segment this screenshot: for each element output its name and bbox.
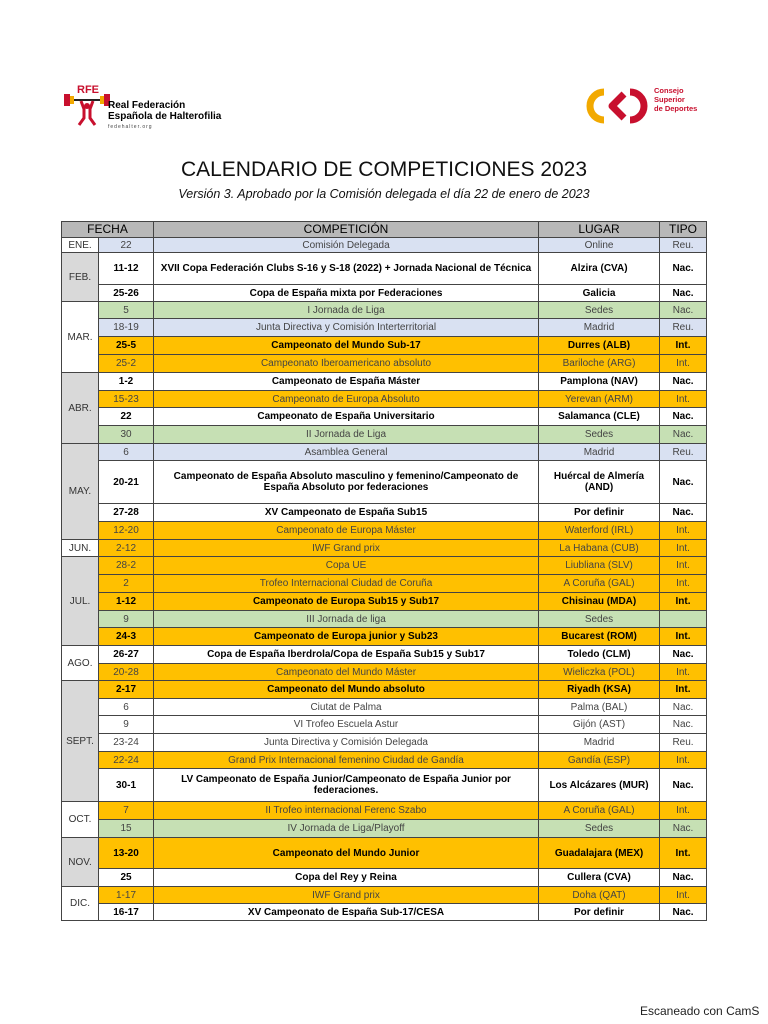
table-header-row: [62, 222, 707, 238]
place-cell: Guadalajara (MEX): [539, 838, 660, 869]
date-cell: 6: [99, 699, 154, 716]
type-cell: Int.: [660, 522, 707, 540]
place-cell: Sedes: [539, 426, 660, 444]
table-row: [62, 820, 707, 838]
competition-cell: Campeonato de España Universitario: [154, 408, 539, 426]
place-cell: A Coruña (GAL): [539, 575, 660, 593]
month-cell: SEPT.: [62, 681, 99, 802]
svg-text:RFE: RFE: [77, 84, 99, 96]
type-cell: Nac.: [660, 285, 707, 302]
type-cell: Int.: [660, 887, 707, 904]
month-cell: JUL.: [62, 557, 99, 646]
date-cell: 1-12: [99, 593, 154, 611]
competition-cell: VI Trofeo Escuela Astur: [154, 716, 539, 734]
competition-cell: Comisión Delegada: [154, 238, 539, 253]
month-cell: OCT.: [62, 802, 99, 838]
table-row: [62, 522, 707, 540]
type-cell: Nac.: [660, 426, 707, 444]
competition-cell: IWF Grand prix: [154, 887, 539, 904]
table-row: [62, 769, 707, 802]
place-cell: Alzira (CVA): [539, 253, 660, 285]
date-cell: 27-28: [99, 504, 154, 522]
place-cell: Huércal de Almería (AND): [539, 461, 660, 504]
type-cell: Int.: [660, 681, 707, 699]
competition-cell: XV Campeonato de España Sub15: [154, 504, 539, 522]
type-cell: Nac.: [660, 716, 707, 734]
type-cell: Nac.: [660, 646, 707, 664]
date-cell: 13-20: [99, 838, 154, 869]
competition-cell: Copa de España Iberdrola/Copa de España Sub15 y Sub17: [154, 646, 539, 664]
table-row: [62, 646, 707, 664]
column-header-tipo: TIPO: [660, 222, 707, 238]
date-cell: 6: [99, 444, 154, 461]
table-row: [62, 593, 707, 611]
competition-cell: LV Campeonato de España Junior/Campeonato de España Junior por federaciones.: [154, 769, 539, 802]
date-cell: 2-12: [99, 540, 154, 557]
month-cell: AGO.: [62, 646, 99, 681]
type-cell: Reu.: [660, 734, 707, 752]
competition-cell: Campeonato Iberoamericano absoluto: [154, 355, 539, 373]
place-cell: Sedes: [539, 611, 660, 628]
table-row: [62, 253, 707, 285]
table-row: [62, 664, 707, 681]
type-cell: Nac.: [660, 699, 707, 716]
rfeh-name-line1: Real Federación: [108, 100, 186, 111]
competition-cell: III Jornada de liga: [154, 611, 539, 628]
place-cell: Bariloche (ARG): [539, 355, 660, 373]
table-row: [62, 557, 707, 575]
place-cell: Madrid: [539, 444, 660, 461]
table-row: [62, 391, 707, 408]
date-cell: 22: [99, 408, 154, 426]
type-cell: Int.: [660, 575, 707, 593]
competition-cell: Ciutat de Palma: [154, 699, 539, 716]
date-cell: 1-17: [99, 887, 154, 904]
table-row: [62, 355, 707, 373]
competition-cell: Campeonato de Europa Absoluto: [154, 391, 539, 408]
place-cell: Sedes: [539, 820, 660, 838]
month-cell: ABR.: [62, 373, 99, 444]
type-cell: Int.: [660, 664, 707, 681]
place-cell: Madrid: [539, 319, 660, 337]
csd-logo: [582, 84, 712, 128]
column-header-competicion: COMPETICIÓN: [154, 222, 539, 238]
csd-name-line2: Superior: [654, 95, 685, 104]
month-cell: DIC.: [62, 887, 99, 921]
table-row: [62, 408, 707, 426]
table-row: [62, 461, 707, 504]
table-row: [62, 904, 707, 921]
place-cell: Online: [539, 238, 660, 253]
type-cell: Int.: [660, 802, 707, 820]
table-row: [62, 426, 707, 444]
place-cell: Chisinau (MDA): [539, 593, 660, 611]
table-row: [62, 611, 707, 628]
date-cell: 5: [99, 302, 154, 319]
place-cell: Durres (ALB): [539, 337, 660, 355]
competition-cell: Campeonato del Mundo Junior: [154, 838, 539, 869]
competition-cell: IV Jornada de Liga/Playoff: [154, 820, 539, 838]
type-cell: Nac.: [660, 373, 707, 391]
place-cell: Waterford (IRL): [539, 522, 660, 540]
place-cell: Riyadh (KSA): [539, 681, 660, 699]
table-row: [62, 681, 707, 699]
date-cell: 11-12: [99, 253, 154, 285]
type-cell: Int.: [660, 355, 707, 373]
date-cell: 15: [99, 820, 154, 838]
competition-cell: Campeonato de Europa junior y Sub23: [154, 628, 539, 646]
competition-cell: Campeonato del Mundo Máster: [154, 664, 539, 681]
place-cell: Salamanca (CLE): [539, 408, 660, 426]
type-cell: Reu.: [660, 238, 707, 253]
table-row: [62, 838, 707, 869]
csd-mark-icon: [582, 84, 652, 128]
type-cell: Reu.: [660, 319, 707, 337]
type-cell: Int.: [660, 557, 707, 575]
csd-name-line1: Consejo: [654, 86, 684, 95]
competition-cell: I Jornada de Liga: [154, 302, 539, 319]
type-cell: [660, 611, 707, 628]
date-cell: 2-17: [99, 681, 154, 699]
competition-cell: II Jornada de Liga: [154, 426, 539, 444]
date-cell: 28-2: [99, 557, 154, 575]
date-cell: 24-3: [99, 628, 154, 646]
competition-cell: XVII Copa Federación Clubs S-16 y S-18 (2022) + Jornada Nacional de Técnica: [154, 253, 539, 285]
date-cell: 9: [99, 716, 154, 734]
type-cell: Nac.: [660, 461, 707, 504]
table-row: [62, 540, 707, 557]
column-header-fecha: FECHA: [62, 222, 154, 238]
month-cell: JUN.: [62, 540, 99, 557]
place-cell: Los Alcázares (MUR): [539, 769, 660, 802]
competition-cell: Campeonato del Mundo absoluto: [154, 681, 539, 699]
date-cell: 30: [99, 426, 154, 444]
place-cell: Gijón (AST): [539, 716, 660, 734]
date-cell: 1-2: [99, 373, 154, 391]
place-cell: Por definir: [539, 504, 660, 522]
type-cell: Nac.: [660, 820, 707, 838]
table-body: [62, 238, 707, 921]
table-row: [62, 699, 707, 716]
date-cell: 12-20: [99, 522, 154, 540]
date-cell: 25: [99, 869, 154, 887]
month-cell: ENE.: [62, 238, 99, 253]
page-subtitle: Versión 3. Aprobado por la Comisión delegada el día 22 de enero de 2023: [178, 187, 590, 201]
competition-cell: Campeonato del Mundo Sub-17: [154, 337, 539, 355]
table-row: [62, 716, 707, 734]
table-row: [62, 302, 707, 319]
table-row: [62, 734, 707, 752]
table-row: [62, 238, 707, 253]
competition-cell: Junta Directiva y Comisión Delegada: [154, 734, 539, 752]
competition-cell: Campeonato de España Máster: [154, 373, 539, 391]
table-row: [62, 444, 707, 461]
rfeh-logo: [62, 78, 232, 128]
competition-cell: Copa de España mixta por Federaciones: [154, 285, 539, 302]
type-cell: Int.: [660, 391, 707, 408]
place-cell: La Habana (CUB): [539, 540, 660, 557]
date-cell: 22: [99, 238, 154, 253]
competition-cell: Asamblea General: [154, 444, 539, 461]
scanner-watermark: Escaneado con CamS: [640, 1004, 760, 1018]
rfeh-name: [108, 100, 221, 133]
month-cell: MAR.: [62, 302, 99, 373]
table-row: [62, 319, 707, 337]
date-cell: 15-23: [99, 391, 154, 408]
type-cell: Nac.: [660, 408, 707, 426]
type-cell: Nac.: [660, 302, 707, 319]
place-cell: Por definir: [539, 904, 660, 921]
table-row: [62, 575, 707, 593]
weightlifter-icon: [62, 82, 110, 126]
place-cell: Liubliana (SLV): [539, 557, 660, 575]
date-cell: 20-28: [99, 664, 154, 681]
place-cell: Doha (QAT): [539, 887, 660, 904]
type-cell: Nac.: [660, 504, 707, 522]
date-cell: 16-17: [99, 904, 154, 921]
competition-cell: Junta Directiva y Comisión Interterritorial: [154, 319, 539, 337]
month-cell: NOV.: [62, 838, 99, 887]
place-cell: Madrid: [539, 734, 660, 752]
competition-cell: IWF Grand prix: [154, 540, 539, 557]
place-cell: Pamplona (NAV): [539, 373, 660, 391]
place-cell: Yerevan (ARM): [539, 391, 660, 408]
date-cell: 7: [99, 802, 154, 820]
csd-name: [654, 86, 697, 113]
place-cell: A Coruña (GAL): [539, 802, 660, 820]
date-cell: 25-26: [99, 285, 154, 302]
type-cell: Int.: [660, 337, 707, 355]
competition-cell: Grand Prix Internacional femenino Ciudad de Gandía: [154, 752, 539, 769]
date-cell: 22-24: [99, 752, 154, 769]
csd-name-line3: de Deportes: [654, 104, 698, 113]
month-cell: FEB.: [62, 253, 99, 302]
type-cell: Nac.: [660, 769, 707, 802]
competition-cell: Campeonato de España Absoluto masculino y femenino/Campeonato de España Absoluto por federaciones: [154, 461, 539, 504]
competition-cell: Copa UE: [154, 557, 539, 575]
type-cell: Int.: [660, 838, 707, 869]
place-cell: Wieliczka (POL): [539, 664, 660, 681]
date-cell: 26-27: [99, 646, 154, 664]
competition-cell: XV Campeonato de España Sub-17/CESA: [154, 904, 539, 921]
table-row: [62, 802, 707, 820]
column-header-lugar: LUGAR: [539, 222, 660, 238]
date-cell: 25-5: [99, 337, 154, 355]
competition-cell: Trofeo Internacional Ciudad de Coruña: [154, 575, 539, 593]
table-row: [62, 752, 707, 769]
table-row: [62, 373, 707, 391]
competition-cell: II Trofeo internacional Ferenc Szabo: [154, 802, 539, 820]
type-cell: Int.: [660, 593, 707, 611]
place-cell: Palma (BAL): [539, 699, 660, 716]
table-row: [62, 337, 707, 355]
month-cell: MAY.: [62, 444, 99, 540]
type-cell: Int.: [660, 540, 707, 557]
date-cell: 18-19: [99, 319, 154, 337]
type-cell: Int.: [660, 628, 707, 646]
type-cell: Nac.: [660, 253, 707, 285]
table-row: [62, 504, 707, 522]
competition-cell: Campeonato de Europa Sub15 y Sub17: [154, 593, 539, 611]
date-cell: 25-2: [99, 355, 154, 373]
place-cell: Toledo (CLM): [539, 646, 660, 664]
place-cell: Cullera (CVA): [539, 869, 660, 887]
place-cell: Sedes: [539, 302, 660, 319]
table-row: [62, 628, 707, 646]
type-cell: Nac.: [660, 904, 707, 921]
date-cell: 23-24: [99, 734, 154, 752]
place-cell: Galicia: [539, 285, 660, 302]
place-cell: Gandía (ESP): [539, 752, 660, 769]
competition-cell: Copa del Rey y Reina: [154, 869, 539, 887]
date-cell: 30-1: [99, 769, 154, 802]
competition-cell: Campeonato de Europa Máster: [154, 522, 539, 540]
type-cell: Int.: [660, 752, 707, 769]
type-cell: Nac.: [660, 869, 707, 887]
page-title: CALENDARIO DE COMPETICIONES 2023: [180, 158, 588, 181]
type-cell: Reu.: [660, 444, 707, 461]
date-cell: 20-21: [99, 461, 154, 504]
date-cell: 9: [99, 611, 154, 628]
table-row: [62, 887, 707, 904]
rfeh-url: fedehalter.org: [108, 124, 153, 130]
table-row: [62, 869, 707, 887]
table-row: [62, 285, 707, 302]
date-cell: 2: [99, 575, 154, 593]
rfeh-name-line2: Española de Halterofilia: [108, 111, 222, 122]
place-cell: Bucarest (ROM): [539, 628, 660, 646]
competition-table: [61, 221, 707, 921]
